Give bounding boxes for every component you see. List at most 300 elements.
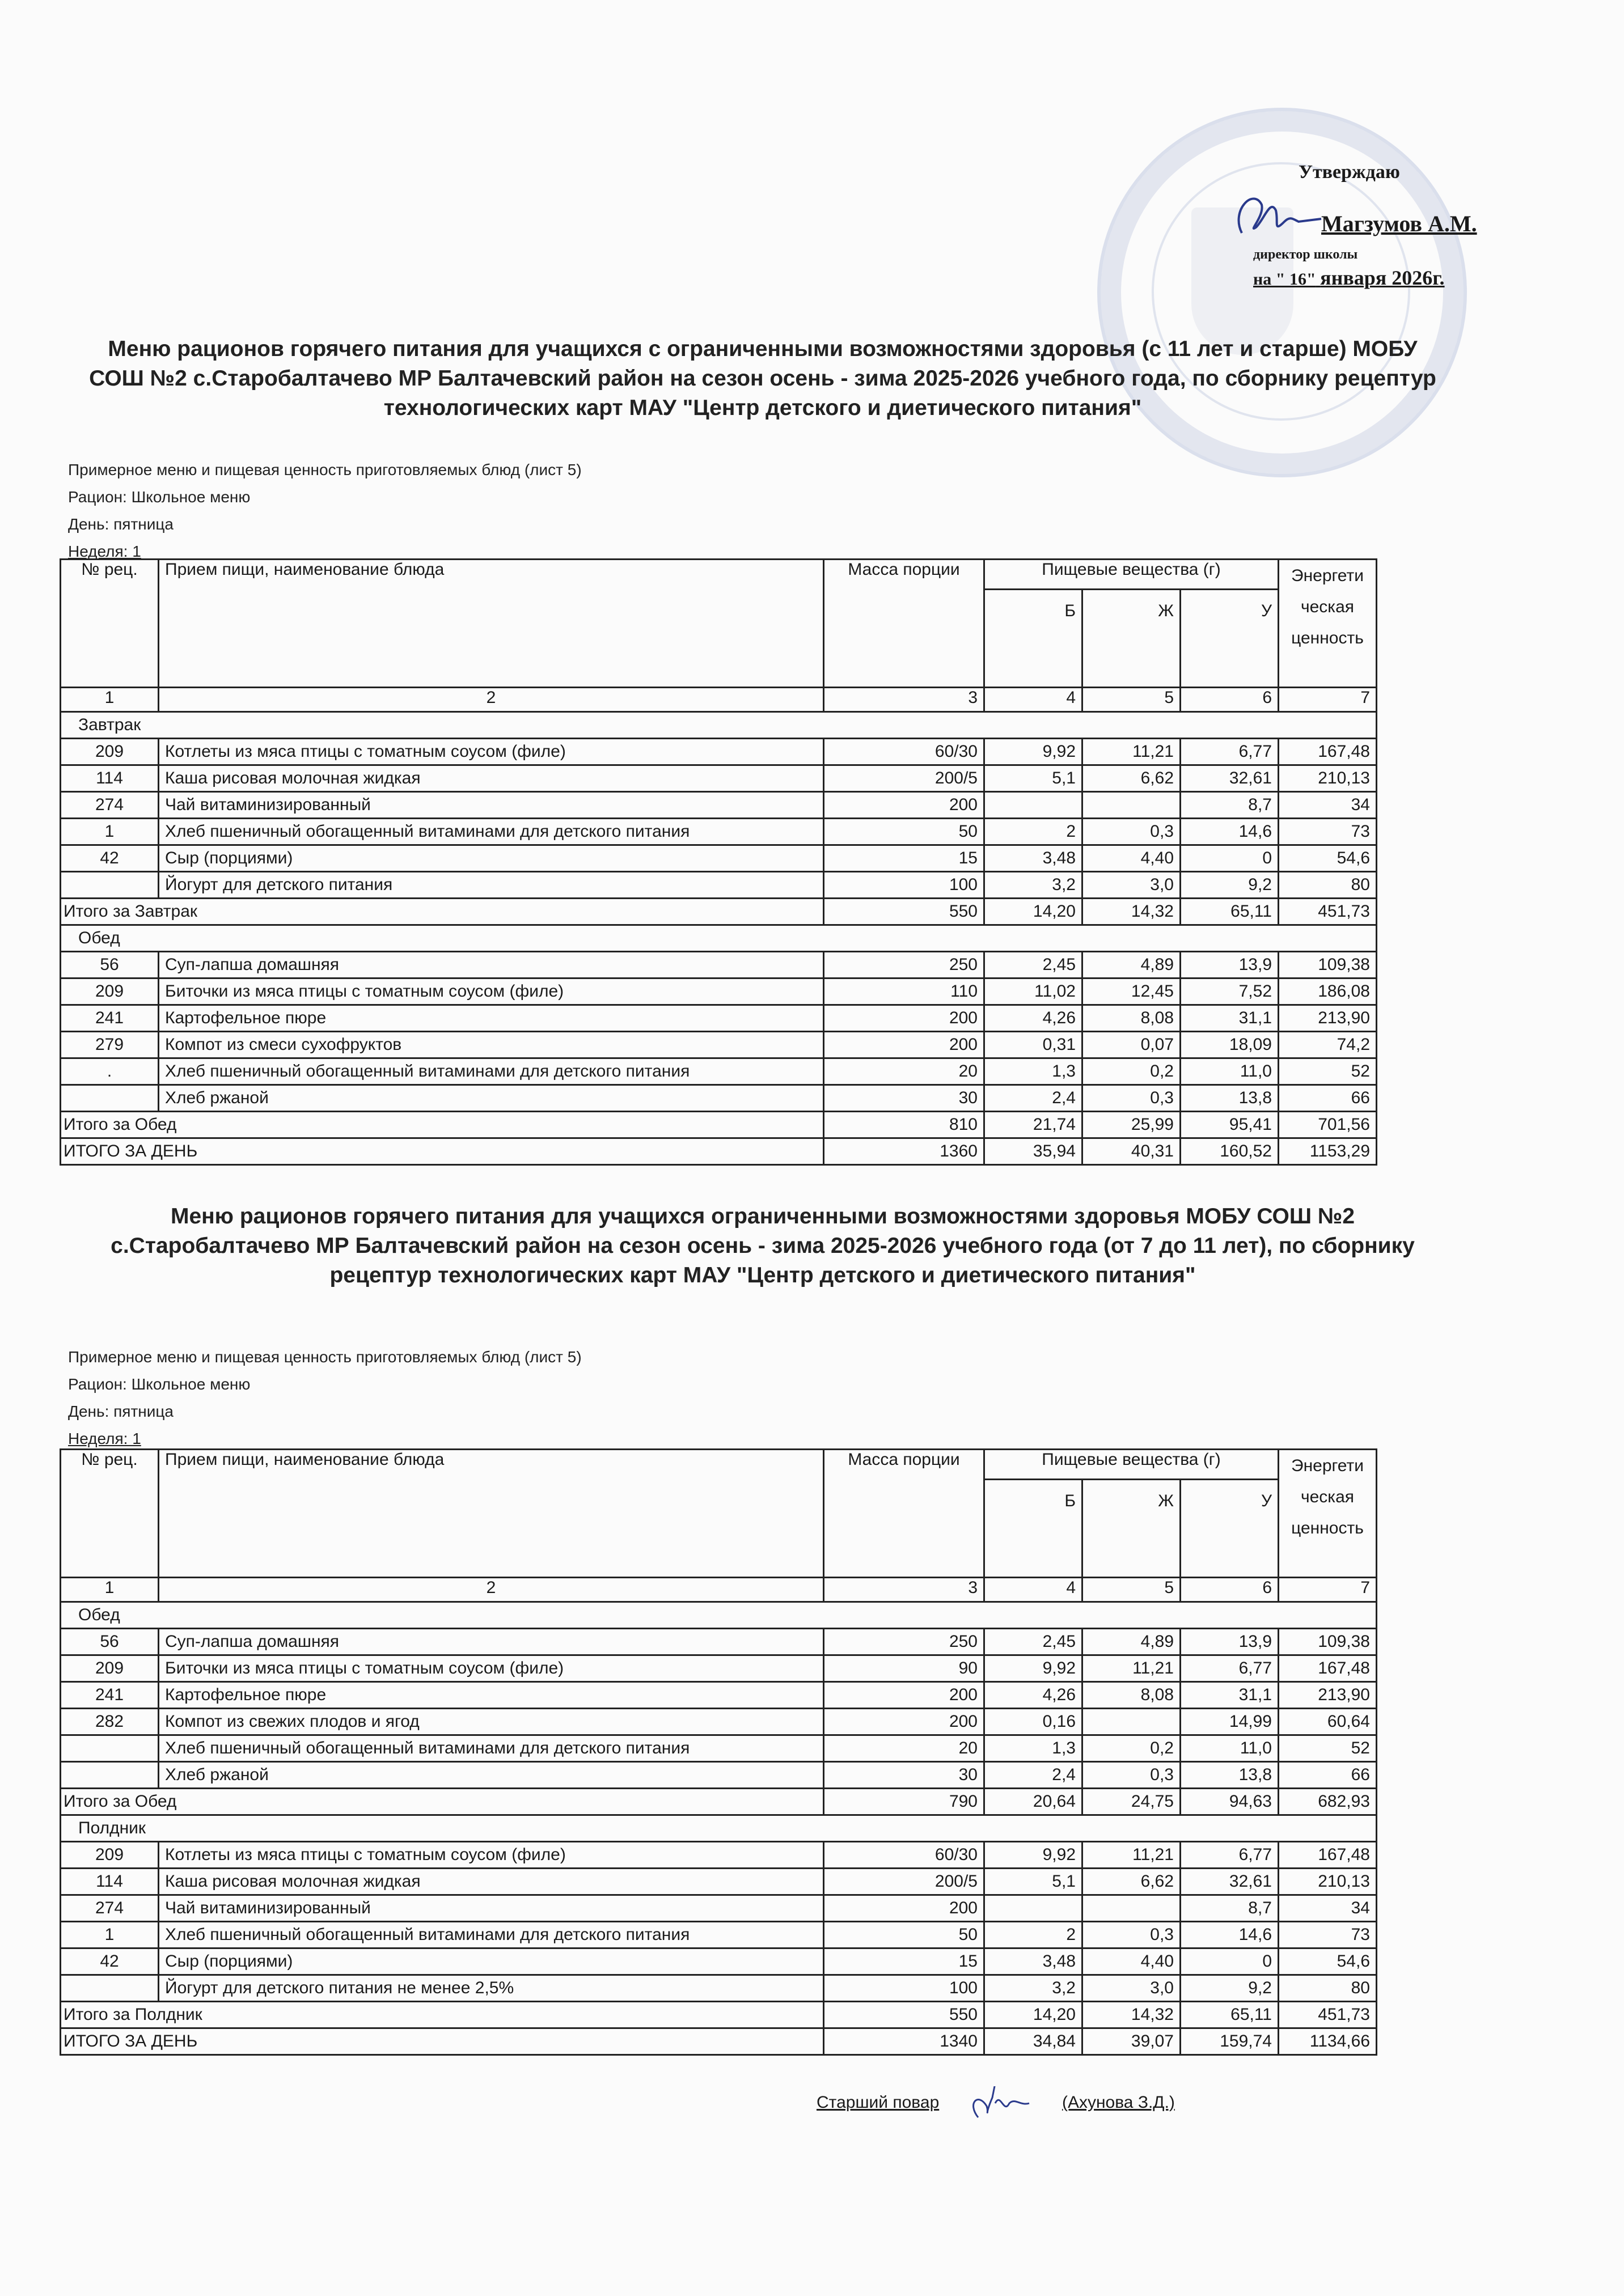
total-protein: 14,20 — [984, 899, 1082, 925]
portion-mass: 200 — [824, 1895, 984, 1922]
column-number-row — [61, 688, 1377, 712]
total-carb: 95,41 — [1181, 1112, 1279, 1138]
total-fat: 24,75 — [1082, 1789, 1181, 1815]
protein-value: 2 — [984, 819, 1082, 845]
approval-block — [1253, 162, 1477, 290]
portion-mass: 200 — [824, 1709, 984, 1735]
carb-value: 31,1 — [1181, 1682, 1279, 1709]
dish-name: Картофельное пюре — [159, 1005, 824, 1032]
header-energy — [1279, 1450, 1377, 1578]
column-number: 5 — [1082, 1578, 1181, 1602]
total-mass: 550 — [824, 2002, 984, 2028]
section-1-meta — [68, 456, 582, 565]
header-zh: Ж — [1082, 1480, 1181, 1578]
table-row — [61, 739, 1377, 765]
column-number: 2 — [159, 688, 824, 712]
portion-mass: 100 — [824, 872, 984, 899]
column-number: 4 — [984, 1578, 1082, 1602]
header-rec: № рец. — [61, 560, 159, 688]
fat-value: 12,45 — [1082, 978, 1181, 1005]
energy-value: 54,6 — [1279, 845, 1377, 872]
total-mass: 790 — [824, 1789, 984, 1815]
table-row — [61, 1762, 1377, 1789]
approval-date-month-year: января 2026г. — [1320, 266, 1445, 289]
recipe-number: 1 — [61, 1922, 159, 1948]
total-carb: 65,11 — [1181, 2002, 1279, 2028]
energy-value: 66 — [1279, 1085, 1377, 1112]
carb-value: 6,77 — [1181, 739, 1279, 765]
energy-value: 66 — [1279, 1762, 1377, 1789]
header-rec: № рец. — [61, 1450, 159, 1578]
dish-name: Котлеты из мяса птицы с томатным соусом (филе) — [159, 1842, 824, 1869]
fat-value: 0,3 — [1082, 1922, 1181, 1948]
carb-value: 6,77 — [1181, 1655, 1279, 1682]
protein-value — [984, 792, 1082, 819]
carb-value: 0 — [1181, 1948, 1279, 1975]
meal-section-row — [61, 712, 1377, 739]
day-total-carb: 159,74 — [1181, 2028, 1279, 2055]
portion-mass: 15 — [824, 845, 984, 872]
portion-mass: 50 — [824, 819, 984, 845]
total-carb: 94,63 — [1181, 1789, 1279, 1815]
table-row — [61, 1005, 1377, 1032]
day-total-mass: 1360 — [824, 1138, 984, 1165]
recipe-number: 114 — [61, 765, 159, 792]
carb-value: 13,9 — [1181, 1629, 1279, 1655]
fat-value: 0,2 — [1082, 1058, 1181, 1085]
portion-mass: 60/30 — [824, 739, 984, 765]
energy-value: 54,6 — [1279, 1948, 1377, 1975]
meta-ration: Рацион: Школьное меню — [68, 488, 251, 506]
header-energy-line: ценность — [1291, 1519, 1364, 1537]
header-energy — [1279, 560, 1377, 688]
header-energy-line: Энергети — [1291, 566, 1364, 585]
total-energy: 701,56 — [1279, 1112, 1377, 1138]
dish-name: Суп-лапша домашняя — [159, 1629, 824, 1655]
day-total-label: ИТОГО ЗА ДЕНЬ — [61, 1138, 824, 1165]
day-total-protein: 35,94 — [984, 1138, 1082, 1165]
energy-value: 73 — [1279, 819, 1377, 845]
carb-value: 11,0 — [1181, 1058, 1279, 1085]
table-row — [61, 1735, 1377, 1762]
protein-value: 2 — [984, 1922, 1082, 1948]
day-total-row — [61, 2028, 1377, 2055]
fat-value: 0,07 — [1082, 1032, 1181, 1058]
recipe-number: 209 — [61, 978, 159, 1005]
director-name: Магзумов А.М. — [1321, 211, 1477, 236]
energy-value: 52 — [1279, 1058, 1377, 1085]
dish-name: Йогурт для детского питания — [159, 872, 824, 899]
table-row — [61, 1922, 1377, 1948]
total-fat: 14,32 — [1082, 2002, 1181, 2028]
meta-week: Неделя: 1 — [68, 1430, 141, 1447]
fat-value — [1082, 1709, 1181, 1735]
table-row — [61, 845, 1377, 872]
column-number: 3 — [824, 688, 984, 712]
dish-name: Компот из свежих плодов и ягод — [159, 1709, 824, 1735]
energy-value: 52 — [1279, 1735, 1377, 1762]
total-protein: 21,74 — [984, 1112, 1082, 1138]
dish-name: Каша рисовая молочная жидкая — [159, 1869, 824, 1895]
energy-value: 74,2 — [1279, 1032, 1377, 1058]
day-total-fat: 39,07 — [1082, 2028, 1181, 2055]
carb-value: 13,8 — [1181, 1762, 1279, 1789]
table-row — [61, 1948, 1377, 1975]
recipe-number — [61, 872, 159, 899]
meal-total-row — [61, 899, 1377, 925]
recipe-number — [61, 1735, 159, 1762]
column-number: 6 — [1181, 1578, 1279, 1602]
portion-mass: 250 — [824, 1629, 984, 1655]
energy-value: 60,64 — [1279, 1709, 1377, 1735]
dish-name: Суп-лапша домашняя — [159, 952, 824, 978]
total-protein: 14,20 — [984, 2002, 1082, 2028]
fat-value: 0,2 — [1082, 1735, 1181, 1762]
header-u: У — [1181, 590, 1279, 688]
meal-total-label: Итого за Обед — [61, 1789, 824, 1815]
protein-value: 2,4 — [984, 1762, 1082, 1789]
fat-value: 4,40 — [1082, 845, 1181, 872]
energy-value: 109,38 — [1279, 952, 1377, 978]
energy-value: 167,48 — [1279, 1842, 1377, 1869]
column-number: 2 — [159, 1578, 824, 1602]
header-dish-name: Прием пищи, наименование блюда — [159, 560, 824, 688]
meal-total-row — [61, 1112, 1377, 1138]
recipe-number: 241 — [61, 1682, 159, 1709]
meal-name: Обед — [61, 1602, 1377, 1629]
header-nutrients: Пищевые вещества (г) — [984, 1450, 1279, 1480]
protein-value: 5,1 — [984, 1869, 1082, 1895]
energy-value: 80 — [1279, 872, 1377, 899]
fat-value — [1082, 792, 1181, 819]
header-mass: Масса порции — [824, 1450, 984, 1578]
total-fat: 14,32 — [1082, 899, 1181, 925]
approval-title: Утверждаю — [1299, 162, 1400, 183]
table-row — [61, 1655, 1377, 1682]
section-2-title-line: рецептур технологических карт МАУ "Центр детского и диетического питания" — [329, 1263, 1196, 1287]
protein-value: 3,48 — [984, 1948, 1082, 1975]
energy-value: 34 — [1279, 792, 1377, 819]
meal-section-row — [61, 925, 1377, 952]
energy-value: 167,48 — [1279, 1655, 1377, 1682]
carb-value: 7,52 — [1181, 978, 1279, 1005]
approval-date — [1253, 266, 1477, 290]
recipe-number: 1 — [61, 819, 159, 845]
approval-date-prefix: на " 16" — [1253, 270, 1316, 289]
table-row — [61, 1682, 1377, 1709]
day-total-carb: 160,52 — [1181, 1138, 1279, 1165]
protein-value: 9,92 — [984, 739, 1082, 765]
dish-name: Хлеб ржаной — [159, 1762, 824, 1789]
fat-value: 6,62 — [1082, 1869, 1181, 1895]
protein-value: 4,26 — [984, 1005, 1082, 1032]
protein-value: 3,48 — [984, 845, 1082, 872]
fat-value: 3,0 — [1082, 872, 1181, 899]
day-total-energy: 1153,29 — [1279, 1138, 1377, 1165]
energy-value: 34 — [1279, 1895, 1377, 1922]
fat-value: 4,89 — [1082, 1629, 1181, 1655]
section-1-title — [68, 334, 1457, 423]
approval-signature-line — [1253, 210, 1477, 237]
carb-value: 8,7 — [1181, 1895, 1279, 1922]
meal-section-row — [61, 1815, 1377, 1842]
meta-sheet: Примерное меню и пищевая ценность приготовляемых блюд (лист 5) — [68, 461, 582, 478]
table-row — [61, 1032, 1377, 1058]
day-total-mass: 1340 — [824, 2028, 984, 2055]
column-number-row — [61, 1578, 1377, 1602]
column-number: 5 — [1082, 688, 1181, 712]
section-2-title-line: Меню рационов горячего питания для учащихся ограниченными возможностями здоровья МОБУ СОШ №2 — [170, 1204, 1355, 1229]
dish-name: Биточки из мяса птицы с томатным соусом (филе) — [159, 1655, 824, 1682]
dish-name: Чай витаминизированный — [159, 792, 824, 819]
carb-value: 6,77 — [1181, 1842, 1279, 1869]
dish-name: Биточки из мяса птицы с томатным соусом (филе) — [159, 978, 824, 1005]
cook-signature-icon — [944, 2086, 1058, 2120]
total-energy: 451,73 — [1279, 899, 1377, 925]
carb-value: 13,9 — [1181, 952, 1279, 978]
header-energy-line: ческая — [1300, 1488, 1355, 1506]
fat-value: 11,21 — [1082, 1655, 1181, 1682]
header-dish-name: Прием пищи, наименование блюда — [159, 1450, 824, 1578]
dish-name: Чай витаминизированный — [159, 1895, 824, 1922]
header-energy-line: Энергети — [1291, 1456, 1364, 1475]
meal-total-row — [61, 2002, 1377, 2028]
recipe-number — [61, 1975, 159, 2002]
carb-value: 11,0 — [1181, 1735, 1279, 1762]
meta-sheet: Примерное меню и пищевая ценность приготовляемых блюд (лист 5) — [68, 1348, 582, 1366]
header-zh: Ж — [1082, 590, 1181, 688]
carb-value: 32,61 — [1181, 1869, 1279, 1895]
director-signature-icon — [1230, 188, 1327, 239]
column-number: 3 — [824, 1578, 984, 1602]
table-row — [61, 872, 1377, 899]
portion-mass: 250 — [824, 952, 984, 978]
protein-value: 11,02 — [984, 978, 1082, 1005]
director-role: директор школы — [1253, 247, 1358, 262]
portion-mass: 200 — [824, 1005, 984, 1032]
energy-value: 213,90 — [1279, 1682, 1377, 1709]
portion-mass: 110 — [824, 978, 984, 1005]
portion-mass: 30 — [824, 1085, 984, 1112]
portion-mass: 30 — [824, 1762, 984, 1789]
table-row — [61, 1058, 1377, 1085]
portion-mass: 200/5 — [824, 1869, 984, 1895]
energy-value: 80 — [1279, 1975, 1377, 2002]
protein-value: 9,92 — [984, 1655, 1082, 1682]
day-total-row — [61, 1138, 1377, 1165]
portion-mass: 60/30 — [824, 1842, 984, 1869]
carb-value: 8,7 — [1181, 792, 1279, 819]
protein-value: 2,45 — [984, 1629, 1082, 1655]
protein-value: 1,3 — [984, 1735, 1082, 1762]
dish-name: Хлеб пшеничный обогащенный витаминами для детского питания — [159, 1058, 824, 1085]
portion-mass: 100 — [824, 1975, 984, 2002]
fat-value: 8,08 — [1082, 1682, 1181, 1709]
recipe-number: 282 — [61, 1709, 159, 1735]
portion-mass: 90 — [824, 1655, 984, 1682]
table-row — [61, 1629, 1377, 1655]
fat-value: 6,62 — [1082, 765, 1181, 792]
dish-name: Хлеб пшеничный обогащенный витаминами для детского питания — [159, 819, 824, 845]
fat-value: 11,21 — [1082, 1842, 1181, 1869]
day-total-label: ИТОГО ЗА ДЕНЬ — [61, 2028, 824, 2055]
portion-mass: 50 — [824, 1922, 984, 1948]
table-row — [61, 819, 1377, 845]
recipe-number: 274 — [61, 1895, 159, 1922]
dish-name: Хлеб ржаной — [159, 1085, 824, 1112]
header-row — [61, 1450, 1377, 1480]
protein-value: 9,92 — [984, 1842, 1082, 1869]
recipe-number: 56 — [61, 1629, 159, 1655]
recipe-number: 241 — [61, 1005, 159, 1032]
protein-value: 4,26 — [984, 1682, 1082, 1709]
protein-value: 2,45 — [984, 952, 1082, 978]
table-body — [61, 712, 1377, 1165]
portion-mass: 20 — [824, 1735, 984, 1762]
protein-value: 0,31 — [984, 1032, 1082, 1058]
table-row — [61, 1895, 1377, 1922]
header-mass: Масса порции — [824, 560, 984, 688]
table-header — [61, 1450, 1377, 1602]
column-number: 1 — [61, 1578, 159, 1602]
energy-value: 73 — [1279, 1922, 1377, 1948]
meal-total-row — [61, 1789, 1377, 1815]
carb-value: 13,8 — [1181, 1085, 1279, 1112]
portion-mass: 200 — [824, 1032, 984, 1058]
portion-mass: 200 — [824, 792, 984, 819]
protein-value: 2,4 — [984, 1085, 1082, 1112]
portion-mass: 15 — [824, 1948, 984, 1975]
header-b: Б — [984, 1480, 1082, 1578]
table-row — [61, 1709, 1377, 1735]
section-2-meta — [68, 1344, 582, 1452]
table-row — [61, 1975, 1377, 2002]
header-energy-line: ческая — [1300, 598, 1355, 616]
column-number: 7 — [1279, 1578, 1377, 1602]
section-1-title-line: технологических карт МАУ "Центр детского и диетического питания" — [383, 396, 1142, 420]
dish-name: Сыр (порциями) — [159, 1948, 824, 1975]
total-protein: 20,64 — [984, 1789, 1082, 1815]
energy-value: 210,13 — [1279, 1869, 1377, 1895]
column-number: 4 — [984, 688, 1082, 712]
table-row — [61, 952, 1377, 978]
recipe-number: 56 — [61, 952, 159, 978]
fat-value: 0,3 — [1082, 1762, 1181, 1789]
energy-value: 213,90 — [1279, 1005, 1377, 1032]
dish-name: Хлеб пшеничный обогащенный витаминами для детского питания — [159, 1922, 824, 1948]
meal-name: Завтрак — [61, 712, 1377, 739]
recipe-number: 42 — [61, 845, 159, 872]
header-nutrients: Пищевые вещества (г) — [984, 560, 1279, 590]
header-u: У — [1181, 1480, 1279, 1578]
day-total-energy: 1134,66 — [1279, 2028, 1377, 2055]
protein-value: 5,1 — [984, 765, 1082, 792]
cook-position: Старший повар — [817, 2092, 940, 2112]
column-number: 1 — [61, 688, 159, 712]
energy-value: 167,48 — [1279, 739, 1377, 765]
meta-day: День: пятница — [68, 1403, 174, 1420]
recipe-number — [61, 1085, 159, 1112]
recipe-number: 209 — [61, 739, 159, 765]
carb-value: 0 — [1181, 845, 1279, 872]
recipe-number: 114 — [61, 1869, 159, 1895]
meal-total-label: Итого за Полдник — [61, 2002, 824, 2028]
dish-name: Картофельное пюре — [159, 1682, 824, 1709]
total-fat: 25,99 — [1082, 1112, 1181, 1138]
recipe-number: 209 — [61, 1842, 159, 1869]
dish-name: Компот из смеси сухофруктов — [159, 1032, 824, 1058]
carb-value: 9,2 — [1181, 1975, 1279, 2002]
table-row — [61, 1842, 1377, 1869]
portion-mass: 20 — [824, 1058, 984, 1085]
cook-signature-block — [817, 2086, 1175, 2120]
carb-value: 18,09 — [1181, 1032, 1279, 1058]
carb-value: 14,6 — [1181, 1922, 1279, 1948]
meta-day: День: пятница — [68, 515, 174, 533]
fat-value: 3,0 — [1082, 1975, 1181, 2002]
section-2-title-line: с.Старобалтачево МР Балтачевский район на сезон осень - зима 2025-2026 учебного года (от 7 до 11 лет), по сборнику — [111, 1234, 1415, 1258]
total-carb: 65,11 — [1181, 899, 1279, 925]
table-row — [61, 1085, 1377, 1112]
portion-mass: 200/5 — [824, 765, 984, 792]
header-b: Б — [984, 590, 1082, 688]
section-2-title — [68, 1202, 1457, 1290]
header-row — [61, 560, 1377, 590]
recipe-number — [61, 1762, 159, 1789]
recipe-number: 279 — [61, 1032, 159, 1058]
protein-value: 1,3 — [984, 1058, 1082, 1085]
table-header — [61, 560, 1377, 712]
meal-section-row — [61, 1602, 1377, 1629]
energy-value: 109,38 — [1279, 1629, 1377, 1655]
protein-value — [984, 1895, 1082, 1922]
energy-value: 186,08 — [1279, 978, 1377, 1005]
fat-value: 4,40 — [1082, 1948, 1181, 1975]
dish-name: Хлеб пшеничный обогащенный витаминами для детского питания — [159, 1735, 824, 1762]
meta-week: Неделя: 1 — [68, 543, 141, 560]
recipe-number: 274 — [61, 792, 159, 819]
meta-ration: Рацион: Школьное меню — [68, 1375, 251, 1393]
column-number: 6 — [1181, 688, 1279, 712]
fat-value — [1082, 1895, 1181, 1922]
fat-value: 0,3 — [1082, 1085, 1181, 1112]
portion-mass: 200 — [824, 1682, 984, 1709]
table-row — [61, 792, 1377, 819]
protein-value: 0,16 — [984, 1709, 1082, 1735]
total-energy: 682,93 — [1279, 1789, 1377, 1815]
menu-table-1 — [60, 558, 1377, 1166]
fat-value: 0,3 — [1082, 819, 1181, 845]
header-energy-line: ценность — [1291, 629, 1364, 647]
carb-value: 9,2 — [1181, 872, 1279, 899]
day-total-protein: 34,84 — [984, 2028, 1082, 2055]
protein-value: 3,2 — [984, 1975, 1082, 2002]
carb-value: 31,1 — [1181, 1005, 1279, 1032]
meal-name: Обед — [61, 925, 1377, 952]
meal-name: Полдник — [61, 1815, 1377, 1842]
fat-value: 11,21 — [1082, 739, 1181, 765]
dish-name: Йогурт для детского питания не менее 2,5% — [159, 1975, 824, 2002]
table-row — [61, 765, 1377, 792]
cook-name: (Ахунова З.Д.) — [1061, 2092, 1175, 2112]
fat-value: 4,89 — [1082, 952, 1181, 978]
meal-total-label: Итого за Обед — [61, 1112, 824, 1138]
meal-total-label: Итого за Завтрак — [61, 899, 824, 925]
fat-value: 8,08 — [1082, 1005, 1181, 1032]
dish-name: Котлеты из мяса птицы с томатным соусом (филе) — [159, 739, 824, 765]
recipe-number: 42 — [61, 1948, 159, 1975]
carb-value: 14,99 — [1181, 1709, 1279, 1735]
